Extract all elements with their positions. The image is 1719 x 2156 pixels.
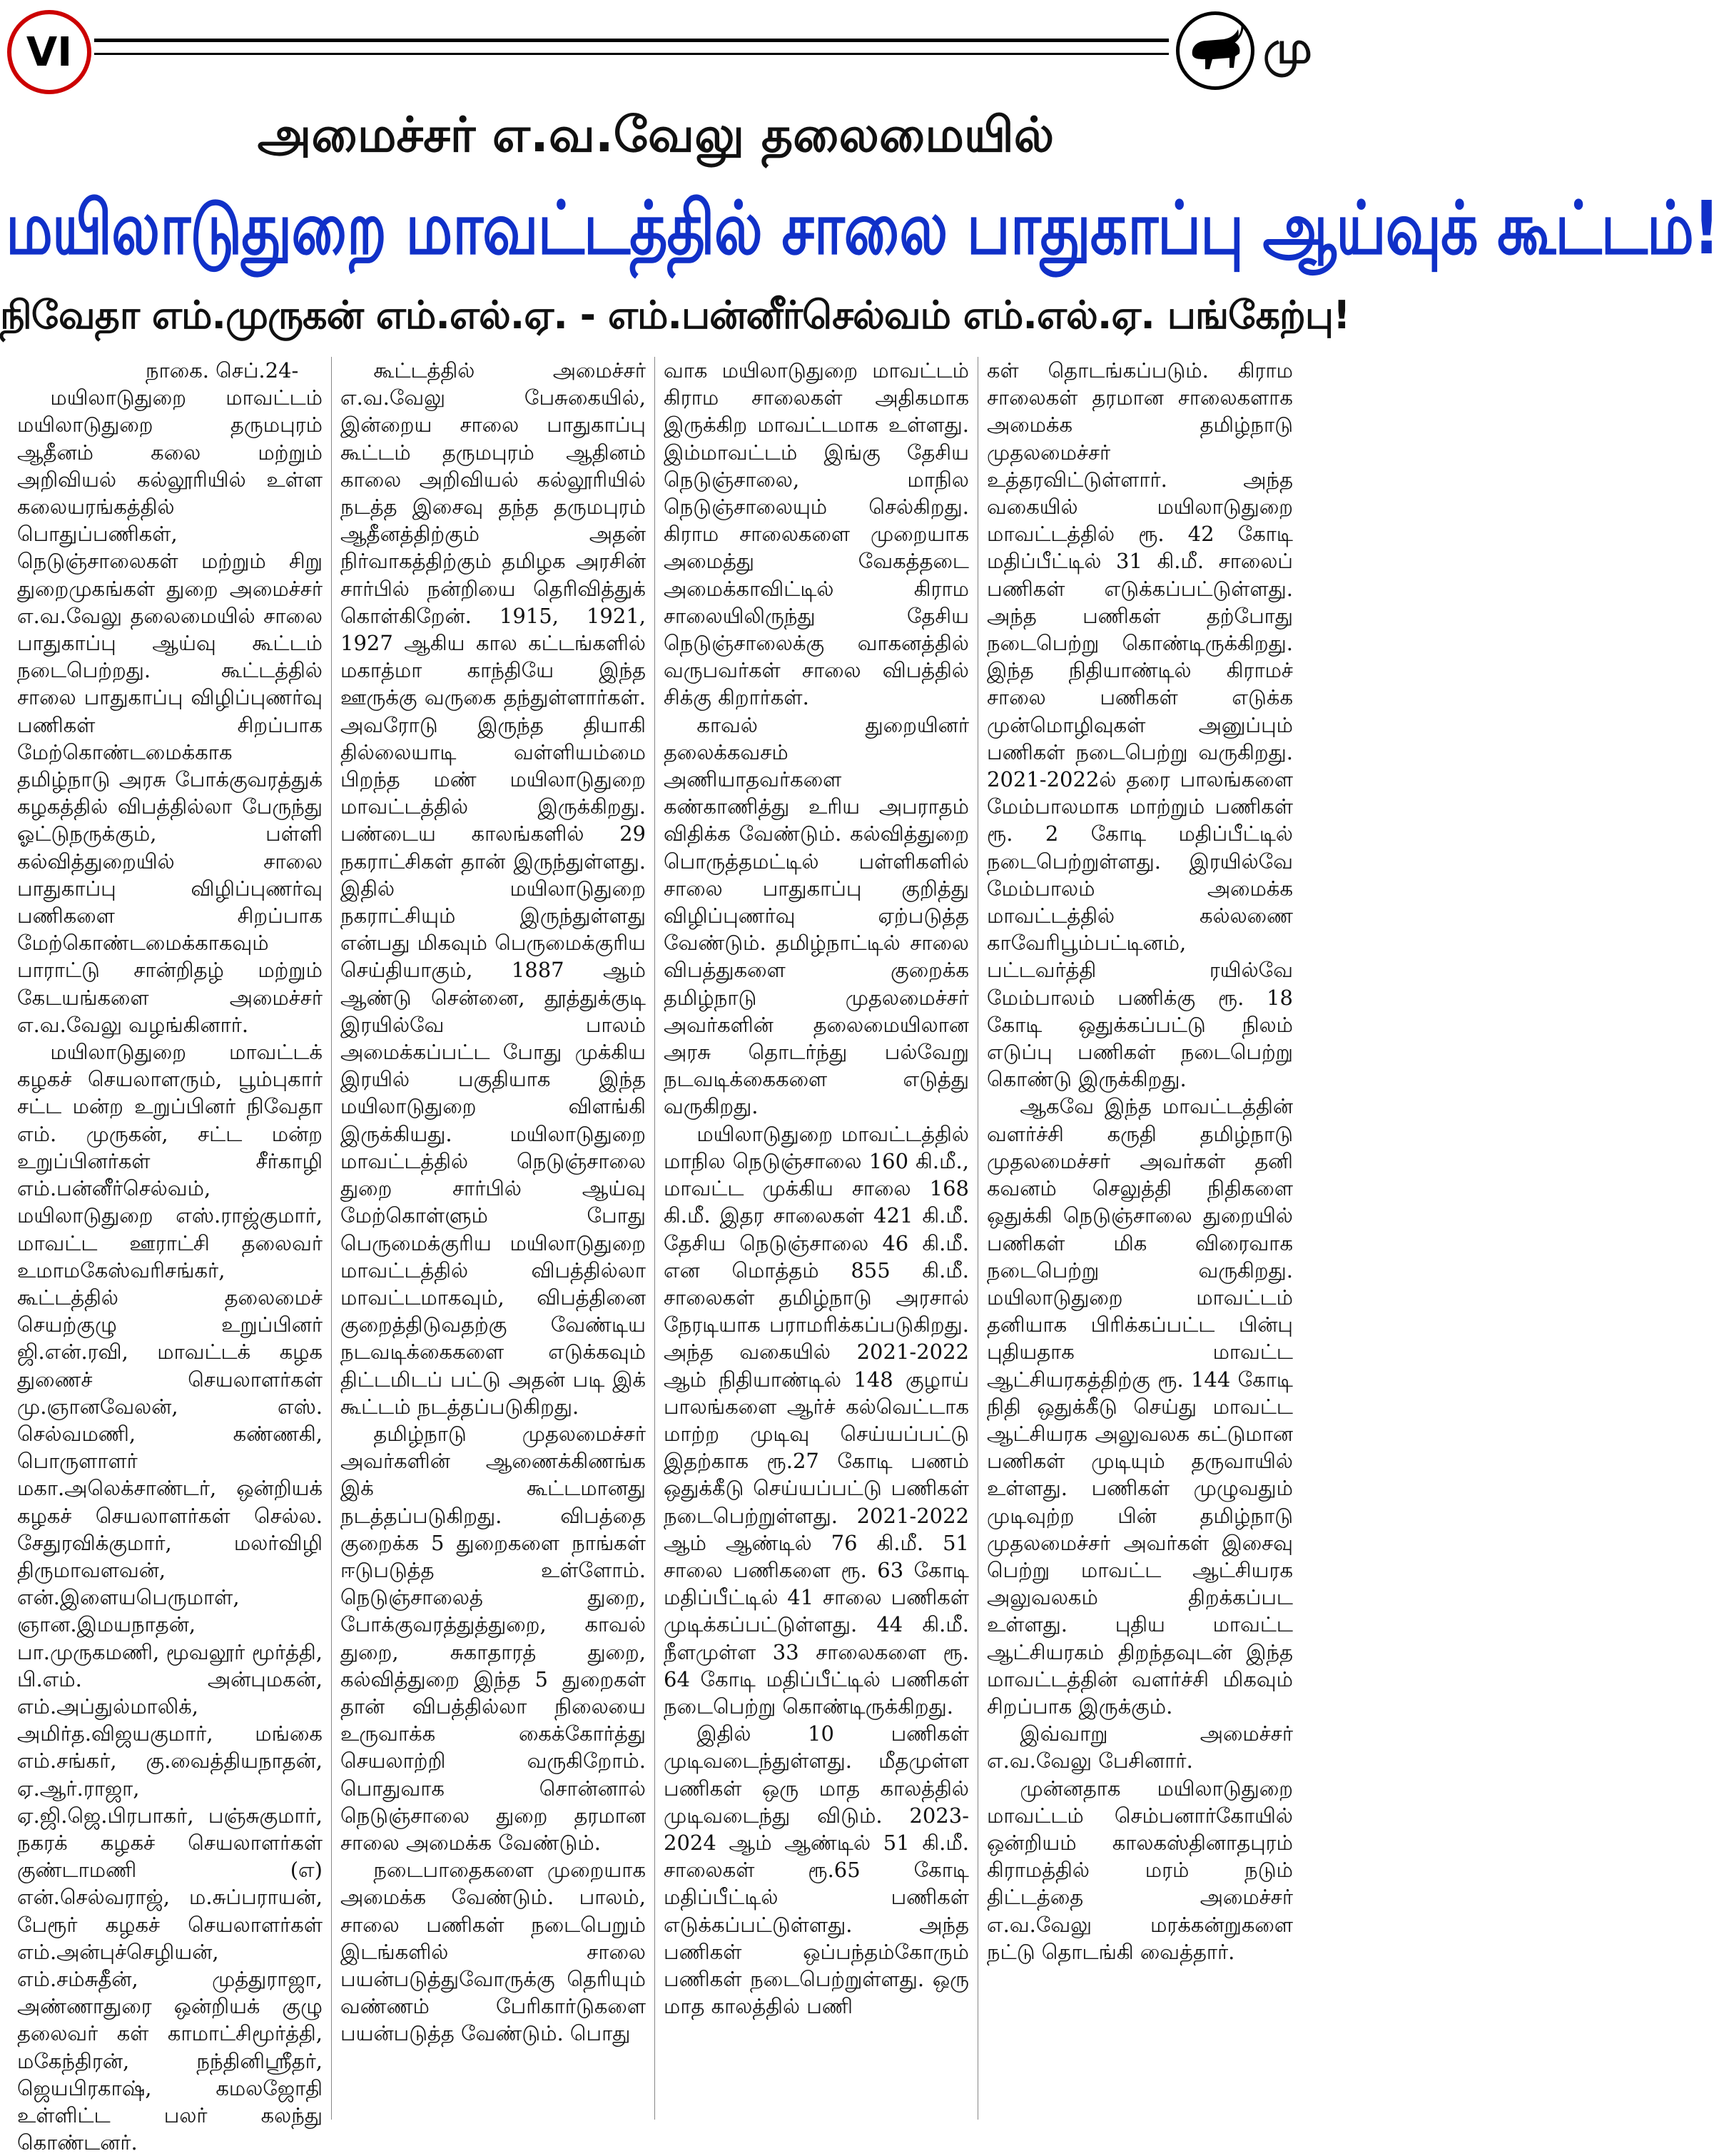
masthead	[0, 0, 1312, 107]
article-kicker: அமைச்சர் எ.வ.வேலு தலைமையில்	[257, 107, 1055, 163]
article-column-3	[655, 357, 978, 2120]
masthead-rule-top	[94, 39, 1169, 42]
paragraph: கள் தொடங்கப்படும். கிராம சாலைகள் தரமான சாலைகளாக அமைக்க தமிழ்நாடு முதலமைச்சர் உத்தரவிட்டுள்ளார். அந்த வகையில் மயிலாடுதுறை மாவட்டத்தில் ரூ. 42 கோடி மதிப்பீட்டில் 31 கி.மீ. சாலைப் பணிகள் எடுக்கப்பட்டுள்ளது. அந்த பணிகள் தற்போது நடைபெற்று கொண்டிருக்கிறது. இந்த நிதியாண்டில் கிராமச் சாலை பணிகள் எடுக்க முன்மொழிவுகள் அனுப்பும் பணிகள் நடைபெற்று வருகிறது. 2021-2022ல் தரை பாலங்களை மேம்பாலமாக மாற்றும் பணிகள் ரூ. 2 கோடி மதிப்பீட்டில் நடைபெற்றுள்ளது. இரயில்வே மேம்பாலம் அமைக்க மாவட்டத்தில் கல்லணை காவேரிபூம்பட்டினம், பட்டவர்த்தி ரயில்வே மேம்பாலம் பணிக்கு ரூ. 18 கோடி ஒதுக்கப்பட்டு நிலம் எடுப்பு பணிகள் நடைபெற்று கொண்டு இருக்கிறது.	[987, 358, 1293, 1092]
publication-logo	[7, 10, 91, 94]
paragraph: இவ்வாறு அமைச்சர் எ.வ.வேலு பேசினார்.	[987, 1721, 1293, 1773]
article-column-1	[9, 357, 332, 2155]
article-subhead: நிவேதா எம்.முருகன் எம்.எல்.ஏ. - எம்.பன்னீர்செல்வம் எம்.எல்.ஏ. பங்கேற்பு!	[0, 293, 1350, 338]
paragraph: முன்னதாக மயிலாடுதுறை மாவட்டம் செம்பனார்கோயில் ஒன்றியம் காலகஸ்தினாதபுரம் கிராமத்தில் மரம் நடும் திட்டத்தை அமைச்சர் எ.வ.வேலு மரக்கன்றுகளை நட்டு தொடங்கி வைத்தார்.	[987, 1776, 1293, 1964]
paragraph: தமிழ்நாடு முதலமைச்சர் அவர்களின் ஆணைக்கிணங்க இக் கூட்டமானது நடத்தப்படுகிறது. விபத்தை குறைக்க 5 துறைகளை நாங்கள் ஈடுபடுத்த உள்ளோம். நெடுஞ்சாலைத் துறை, போக்குவரத்துத்துறை, காவல் துறை, சுகாதாரத் துறை, கல்வித்துறை இந்த 5 துறைகள் தான் விபத்தில்லா நிலையை உருவாக்க கைக்கோர்த்து செயலாற்றி வருகிறோம். பொதுவாக சொன்னால் நெடுஞ்சாலை துறை தரமான சாலை அமைக்க வேண்டும்.	[340, 1421, 646, 1855]
paragraph: மயிலாடுதுறை மாவட்டத்தில் மாநில நெடுஞ்சாலை 160 கி.மீ., மாவட்ட முக்கிய சாலை 168 கி.மீ. இதர சாலைகள் 421 கி.மீ. தேசிய நெடுஞ்சாலை 46 கி.மீ. என மொத்தம் 855 கி.மீ. சாலைகள் தமிழ்நாடு அரசால் நேரடியாக பராமரிக்கப்படுகிறது. அந்த வகையில் 2021-2022 ஆம் நிதியாண்டில் 148 குழாய் பாலங்களை ஆர்ச் கல்வெட்டாக மாற்ற முடிவு செய்யப்பட்டு இதற்காக ரூ.27 கோடி பணம் ஒதுக்கீடு செய்யப்பட்டு பணிகள் நடைபெற்றுள்ளது. 2021-2022 ஆம் ஆண்டில் 76 கி.மீ. 51 சாலை பணிகளை ரூ. 63 கோடி மதிப்பீட்டில் 41 சாலை பணிகள் முடிக்கப்பட்டுள்ளது. 44 கி.மீ. நீளமுள்ள 33 சாலைகளை ரூ. 64 கோடி மதிப்பீட்டில் பணிகள் நடைபெற்று கொண்டிருக்கிறது.	[664, 1121, 969, 1719]
brand-text: மு	[1263, 21, 1312, 74]
bull-icon	[1176, 11, 1254, 90]
paragraph: இதில் 10 பணிகள் முடிவடைந்துள்ளது. மீதமுள்ள பணிகள் ஒரு மாத காலத்தில் முடிவடைந்து விடும். 2023-2024 ஆம் ஆண்டில் 51 கி.மீ. சாலைகள் ரூ.65 கோடி மதிப்பீட்டில் பணிகள் எடுக்கப்பட்டுள்ளது. அந்த பணிகள் ஒப்பந்தம்கோரும் பணிகள் நடைபெற்றுள்ளது. ஒரு மாத காலத்தில் பணி	[664, 1721, 969, 2019]
article-column-2	[332, 357, 655, 2120]
masthead-rule-bottom	[94, 53, 1169, 55]
article-headline: மயிலாடுதுறை மாவட்டத்தில் சாலை பாதுகாப்பு ஆய்வுக் கூட்டம்!	[6, 186, 1719, 271]
paragraph: காவல் துறையினர் தலைக்கவசம் அணியாதவர்களை கண்காணித்து உரிய அபராதம் விதிக்க வேண்டும். கல்வித்துறை பொருத்தமட்டில் பள்ளிகளில் சாலை பாதுகாப்பு குறித்து விழிப்புணர்வு ஏற்படுத்த வேண்டும். தமிழ்நாட்டில் சாலை விபத்துகளை குறைக்க தமிழ்நாடு முதலமைச்சர் அவர்களின் தலைமையிலான அரசு தொடர்ந்து பல்வேறு நடவடிக்கைகளை எடுத்து வருகிறது.	[664, 712, 969, 1119]
article-column-4	[978, 357, 1302, 2120]
paragraph: நடைபாதைகளை முறையாக அமைக்க வேண்டும். பாலம், சாலை பணிகள் நடைபெறும் இடங்களில் சாலை பயன்படுத்துவோருக்கு தெரியும் வண்ணம் பேரிகார்டுகளை பயன்படுத்த வேண்டும். பொது	[340, 1858, 646, 2046]
paragraph: வாக மயிலாடுதுறை மாவட்டம் கிராம சாலைகள் அதிகமாக இருக்கிற மாவட்டமாக உள்ளது. இம்மாவட்டம் இங்கு தேசிய நெடுஞ்சாலை, மாநில நெடுஞ்சாலையும் செல்கிறது. கிராம சாலைகளை முறையாக அமைத்து வேகத்தடை அமைக்காவிட்டில் கிராம சாலையிலிருந்து தேசிய நெடுஞ்சாலைக்கு வாகனத்தில் வருபவர்கள் சாலை விபத்தில் சிக்கு கிறார்கள்.	[664, 358, 969, 710]
dateline: நாகை. செப்.24-	[146, 358, 299, 383]
article-body	[9, 357, 1303, 2155]
paragraph: மயிலாடுதுறை மாவட்டம் மயிலாடுதுறை தருமபுரம் ஆதீனம் கலை மற்றும் அறிவியல் கல்லூரியில் உள்ள கலையரங்கத்தில் பொதுப்பணிகள், நெடுஞ்சாலைகள் மற்றும் சிறு துறைமுகங்கள் துறை அமைச்சர் எ.வ.வேலு தலைமையில் சாலை பாதுகாப்பு ஆய்வு கூட்டம் நடைபெற்றது. கூட்டத்தில் சாலை பாதுகாப்பு விழிப்புணர்வு பணிகள் சிறப்பாக மேற்கொண்டமைக்காக தமிழ்நாடு அரசு போக்குவரத்துக் கழகத்தில் விபத்தில்லா பேருந்து ஓட்டுநருக்கும், பள்ளி கல்வித்துறையில் சாலை பாதுகாப்பு விழிப்புணர்வு பணிகளை சிறப்பாக மேற்கொண்டமைக்காகவும் பாராட்டு சான்றிதழ் மற்றும் கேடயங்களை அமைச்சர் எ.வ.வேலு வழங்கினார்.	[17, 385, 323, 1037]
paragraph: ஆகவே இந்த மாவட்டத்தின் வளர்ச்சி கருதி தமிழ்நாடு முதலமைச்சர் அவர்கள் தனி கவனம் செலுத்தி நிதிகளை ஒதுக்கி நெடுஞ்சாலை துறையில் பணிகள் மிக விரைவாக நடைபெற்று வருகிறது. மயிலாடுதுறை மாவட்டம் தனியாக பிரிக்கப்பட்ட பின்பு புதியதாக மாவட்ட ஆட்சியரகத்திற்கு ரூ. 144 கோடி நிதி ஒதுக்கீடு செய்து மாவட்ட ஆட்சியரக அலுவலக கட்டுமான பணிகள் முடியும் தருவாயில் உள்ளது. பணிகள் முழுவதும் முடிவுற்ற பின் தமிழ்நாடு முதலமைச்சர் அவர்கள் இசைவு பெற்று மாவட்ட ஆட்சியரக அலுவலகம் திறக்கப்பட உள்ளது. புதிய மாவட்ட ஆட்சியரகம் திறந்தவுடன் இந்த மாவட்டத்தின் வளர்ச்சி மிகவும் சிறப்பாக இருக்கும்.	[987, 1094, 1293, 1719]
logo-text: VI	[26, 29, 73, 76]
paragraph: கூட்டத்தில் அமைச்சர் எ.வ.வேலு பேசுகையில், இன்றைய சாலை பாதுகாப்பு கூட்டம் தருமபுரம் ஆதினம் காலை அறிவியல் கல்லூரியில் நடத்த இசைவு தந்த தருமபுரம் ஆதீனத்திற்கும் அதன் நிர்வாகத்திற்கும் தமிழக அரசின் சார்பில் நன்றியை தெரிவித்துக் கொள்கிறேன். 1915, 1921, 1927 ஆகிய கால கட்டங்களில் மகாத்மா காந்தியே இந்த ஊருக்கு வருகை தந்துள்ளார்கள். அவரோடு இருந்த தியாகி தில்லையாடி வள்ளியம்மை பிறந்த மண் மயிலாடுதுறை மாவட்டத்தில் இருக்கிறது. பண்டைய காலங்களில் 29 நகராட்சிகள் தான் இருந்துள்ளது. இதில் மயிலாடுதுறை நகராட்சியும் இருந்துள்ளது என்பது மிகவும் பெருமைக்குரிய செய்தியாகும், 1887 ஆம் ஆண்டு சென்னை, தூத்துக்குடி இரயில்வே பாலம் அமைக்கப்பட்ட போது முக்கிய இரயில் பகுதியாக இந்த மயிலாடுதுறை விளங்கி இருக்கியது. மயிலாடுதுறை மாவட்டத்தில் நெடுஞ்சாலை துறை சார்பில் ஆய்வு மேற்கொள்ளும் போது பெருமைக்குரிய மயிலாடுதுறை மாவட்டத்தில் விபத்தில்லா மாவட்டமாகவும், விபத்தினை குறைத்திடுவதற்கு வேண்டிய நடவடிக்கைகளை எடுக்கவும் திட்டமிடப் பட்டு அதன் படி இக் கூட்டம் நடத்தப்படுகிறது.	[340, 358, 646, 1419]
paragraph: மயிலாடுதுறை மாவட்டக் கழகச் செயலாளரும், பூம்புகார் சட்ட மன்ற உறுப்பினர் நிவேதா எம். முருகன், சட்ட மன்ற உறுப்பினர்கள் சீர்காழி எம்.பன்னீர்செல்வம், மயிலாடுதுறை எஸ்.ராஜ்குமார், மாவட்ட ஊராட்சி தலைவர் உமாமகேஸ்வரிசங்கர், கூட்டத்தில் தலைமைச் செயற்குழு உறுப்பினர் ஜி.என்.ரவி, மாவட்டக் கழக துணைச் செயலாளர்கள் மு.ஞானவேலன், எஸ். செல்வமணி, கண்ணகி, பொருளாளர் மகா.அலெக்சாண்டர், ஒன்றியக் கழகச் செயலாளர்கள் செல்ல. சேதுரவிக்குமார், மலர்விழி திருமாவளவன், என்.இளையபெருமாள், ஞான.இமயநாதன், பா.முருகமணி, மூவலூர் மூர்த்தி, பி.எம். அன்புமகன், எம்.அப்துல்மாலிக், அமிர்த.விஜயகுமார், மங்கை எம்.சங்கர், கு.வைத்தியநாதன், ஏ.ஆர்.ராஜா, ஏ.ஜி.ஜெ.பிரபாகர், பஞ்சுகுமார், நகரக் கழகச் செயலாளர்கள் குண்டாமணி (எ) என்.செல்வராஜ், ம.சுப்பராயன், பேரூர் கழகச் செயலாளர்கள் எம்.அன்புச்செழியன், எம்.சம்சுதீன், முத்துராஜா, அண்ணாதுரை ஒன்றியக் குழு தலைவர் கள் காமாட்சிமூர்த்தி, மகேந்திரன், நந்தினிஸ்ரீதர், ஜெயபிரகாஷ், கமலஜோதி உள்ளிட்ட பலர் கலந்து கொண்டனர்.	[17, 1040, 323, 2155]
